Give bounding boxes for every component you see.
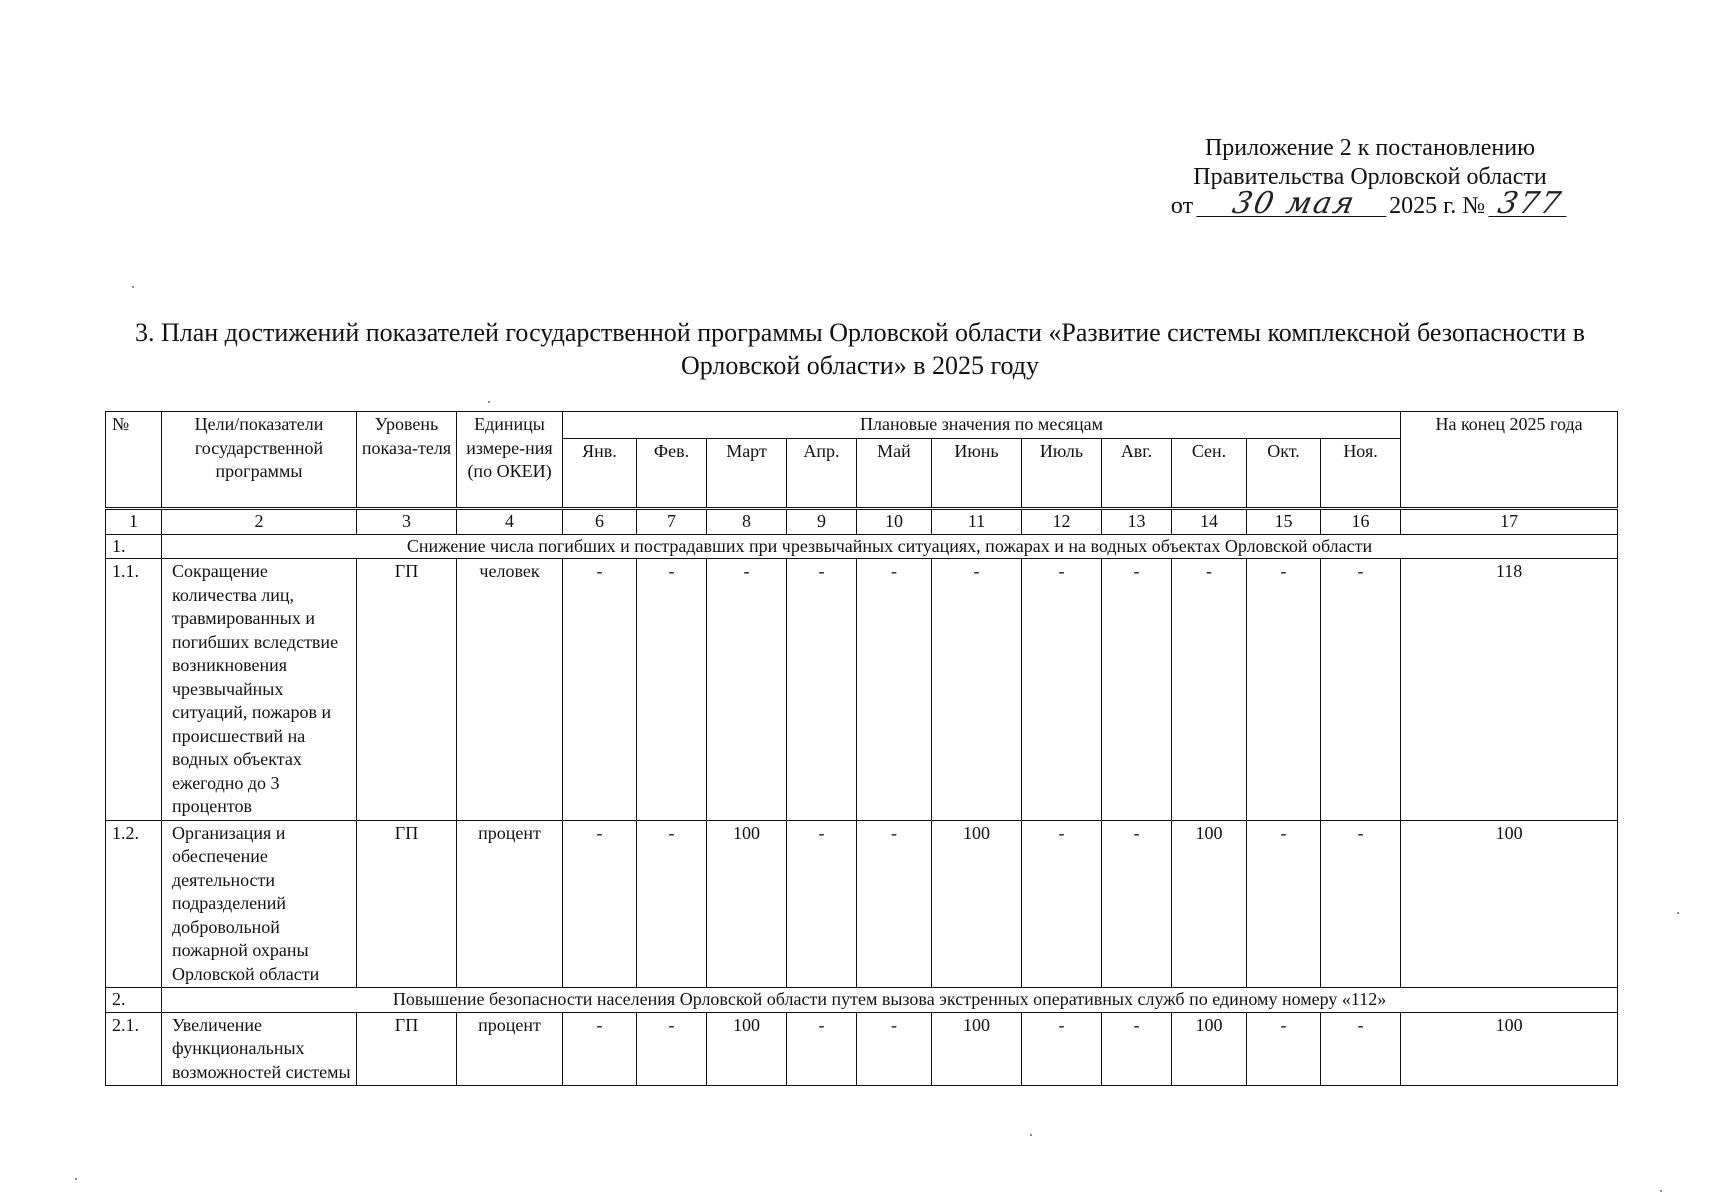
column-number: 6: [563, 509, 637, 535]
month-value: 100: [932, 820, 1022, 988]
goal-text: Снижение числа погибших и пострадавших при чрезвычайных ситуациях, пожарах и на водных объектах Орловской области: [162, 534, 1618, 559]
indicator-unit: процент: [457, 820, 563, 988]
annex-line-2: Правительства Орловской области: [1193, 164, 1547, 190]
indicator-row: [106, 559, 1618, 821]
header-month: Май: [857, 439, 932, 509]
indicator-unit: человек: [457, 559, 563, 821]
end-value: 118: [1401, 559, 1618, 821]
row-number: 1.1.: [106, 559, 162, 821]
month-value: -: [787, 559, 857, 821]
month-value: -: [1102, 820, 1172, 988]
month-value: 100: [1172, 1012, 1247, 1086]
column-number: 2: [162, 509, 357, 535]
annex-date-line: [1150, 186, 1590, 221]
row-number: 2.: [106, 988, 162, 1013]
month-value: 100: [707, 1012, 787, 1086]
plan-table: [105, 411, 1618, 1086]
annex-from: от: [1170, 193, 1194, 219]
handwritten-date: 30 мая: [1196, 192, 1391, 217]
indicator-name: Организация и обеспечение деятельности подразделений добровольной пожарной охраны Орловской области: [162, 820, 357, 988]
column-number: 16: [1321, 509, 1401, 535]
month-value: -: [1022, 1012, 1102, 1086]
header-planned: Плановые значения по месяцам: [563, 412, 1401, 439]
goal-text: Повышение безопасности населения Орловской области путем вызова экстренных оперативных служб по единому номеру «112»: [162, 988, 1618, 1013]
month-value: -: [932, 559, 1022, 821]
header-level: Уровень показа-теля: [357, 412, 457, 509]
header-month: Июль: [1022, 439, 1102, 509]
month-value: -: [1247, 820, 1321, 988]
column-number: 4: [457, 509, 563, 535]
column-number: 9: [787, 509, 857, 535]
column-number: 12: [1022, 509, 1102, 535]
indicator-row: [106, 820, 1618, 988]
month-value: -: [1022, 559, 1102, 821]
column-number: 14: [1172, 509, 1247, 535]
handwritten-number: 377: [1488, 192, 1571, 217]
column-number: 7: [637, 509, 707, 535]
row-number: 1.: [106, 534, 162, 559]
header-row-1: [106, 412, 1618, 439]
month-value: -: [1321, 559, 1401, 821]
header-month: Март: [707, 439, 787, 509]
month-value: -: [857, 1012, 932, 1086]
indicator-row: [106, 1012, 1618, 1086]
goal-row: [106, 534, 1618, 559]
column-number: 1: [106, 509, 162, 535]
scan-speck: [75, 1178, 77, 1180]
column-number-row: [106, 509, 1618, 535]
header-end: На конец 2025 года: [1401, 412, 1618, 509]
annex-year: 2025 г. №: [1389, 193, 1486, 219]
scan-speck: [1030, 1134, 1032, 1136]
month-value: -: [1102, 559, 1172, 821]
scan-speck: [1660, 1190, 1662, 1192]
header-no: №: [106, 412, 162, 509]
month-value: -: [1247, 1012, 1321, 1086]
header-month: Авг.: [1102, 439, 1172, 509]
column-number: 13: [1102, 509, 1172, 535]
goal-row: [106, 988, 1618, 1013]
row-number: 1.2.: [106, 820, 162, 988]
month-value: -: [1102, 1012, 1172, 1086]
indicator-level: ГП: [357, 559, 457, 821]
header-month: Апр.: [787, 439, 857, 509]
header-month: Фев.: [637, 439, 707, 509]
document-title: 3. План достижений показателей государственной программы Орловской области «Развитие системы комплексной безопасности в Орловской области» в 2025 году: [134, 318, 1586, 380]
row-number: 2.1.: [106, 1012, 162, 1086]
column-number: 17: [1401, 509, 1618, 535]
annex-block: [1150, 134, 1590, 221]
column-number: 3: [357, 509, 457, 535]
end-value: 100: [1401, 1012, 1618, 1086]
month-value: -: [1321, 820, 1401, 988]
month-value: 100: [707, 820, 787, 988]
indicator-name: Сокращение количества лиц, травмированных и погибших вследствие возникновения чрезвычайных ситуаций, пожаров и происшествий на водных объектах ежегодно до 3 процентов: [162, 559, 357, 821]
column-number: 11: [932, 509, 1022, 535]
month-value: -: [1022, 820, 1102, 988]
month-value: -: [857, 559, 932, 821]
indicator-level: ГП: [357, 820, 457, 988]
month-value: -: [637, 1012, 707, 1086]
month-value: -: [637, 559, 707, 821]
end-value: 100: [1401, 820, 1618, 988]
scan-speck: [132, 286, 134, 288]
header-units: Единицы измере-ния (по ОКЕИ): [457, 412, 563, 509]
month-value: -: [563, 559, 637, 821]
month-value: 100: [932, 1012, 1022, 1086]
column-number: 8: [707, 509, 787, 535]
month-value: -: [857, 820, 932, 988]
column-number: 10: [857, 509, 932, 535]
header-month: Янв.: [563, 439, 637, 509]
month-value: -: [563, 820, 637, 988]
scan-speck: [488, 401, 490, 403]
indicator-level: ГП: [357, 1012, 457, 1086]
header-goals: Цели/показатели государственной программы: [162, 412, 357, 509]
header-month: Сен.: [1172, 439, 1247, 509]
indicator-unit: процент: [457, 1012, 563, 1086]
month-value: -: [563, 1012, 637, 1086]
scan-speck: [1677, 912, 1679, 914]
month-value: -: [787, 820, 857, 988]
annex-line-1: Приложение 2 к постановлению: [1204, 135, 1536, 161]
header-month: Ноя.: [1321, 439, 1401, 509]
header-month: Июнь: [932, 439, 1022, 509]
month-value: -: [1321, 1012, 1401, 1086]
month-value: 100: [1172, 820, 1247, 988]
column-number: 15: [1247, 509, 1321, 535]
header-month: Окт.: [1247, 439, 1321, 509]
indicator-name: Увеличение функциональных возможностей системы: [162, 1012, 357, 1086]
month-value: -: [1247, 559, 1321, 821]
month-value: -: [1172, 559, 1247, 821]
month-value: -: [787, 1012, 857, 1086]
month-value: -: [707, 559, 787, 821]
month-value: -: [637, 820, 707, 988]
